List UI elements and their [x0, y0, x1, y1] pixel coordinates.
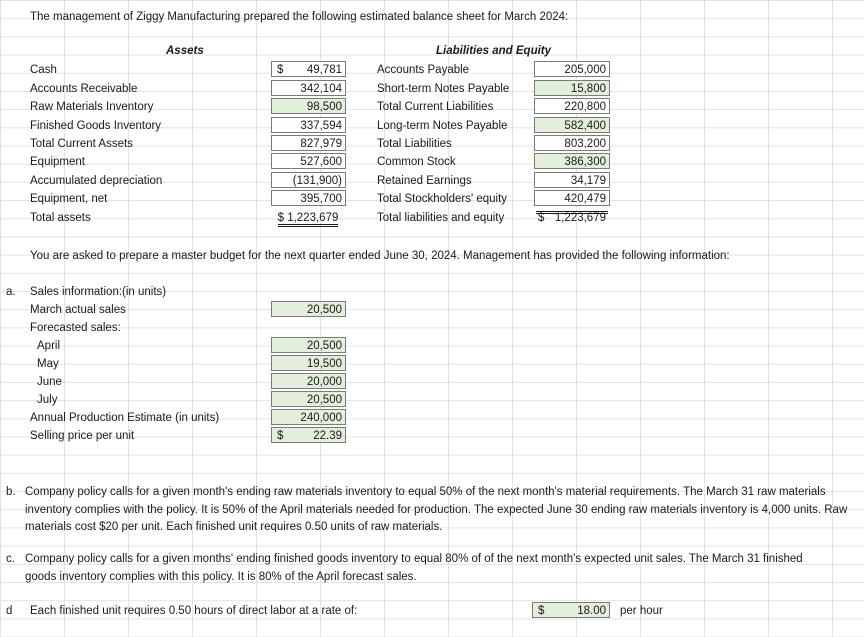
selling-price-value[interactable]: $ 22.39 — [271, 427, 346, 443]
liab-label-tle: Total liabilities and equity — [377, 212, 505, 224]
labor-rate-value[interactable]: $ 18.00 — [532, 602, 610, 618]
asset-value-accdep[interactable]: (131,900) — [271, 172, 346, 188]
liab-label-re: Retained Earnings — [377, 175, 472, 187]
asset-label-total: Total assets — [30, 212, 91, 224]
section-d-letter: d — [6, 605, 13, 617]
liab-value-tl[interactable]: 803,200 — [534, 135, 610, 151]
dollar-sign: $ — [538, 212, 545, 224]
section-c-letter: c. — [6, 553, 15, 565]
march-sales-value[interactable]: 20,500 — [271, 301, 346, 317]
asset-label-equip: Equipment — [30, 156, 85, 168]
month-value-april[interactable]: 20,500 — [271, 337, 346, 353]
asset-value-equipnet[interactable]: 395,700 — [271, 190, 346, 206]
section-b-letter: b. — [6, 486, 16, 498]
asset-label-fg: Finished Goods Inventory — [30, 120, 162, 132]
asset-value-cash[interactable]: $ 49,781 — [271, 61, 346, 77]
liab-label-cs: Common Stock — [377, 156, 456, 168]
assets-heading: Assets — [166, 45, 204, 57]
asset-value-raw[interactable]: 98,500 — [271, 98, 346, 114]
asset-value-total[interactable]: $ 1,223,679 — [278, 212, 339, 227]
month-label-may: May — [37, 358, 59, 370]
annual-production-label: Annual Production Estimate (in units) — [30, 412, 220, 424]
section-c-text: Company policy calls for a given months' ending finished goods inventory to equal 80% of of the next month's expected unit sales. The March 31 finished goods inventory complies with this policy. It is 80% of the April forecast sales. — [25, 553, 803, 583]
liabilities-heading: Liabilities and Equity — [436, 45, 552, 57]
liab-label-tcl: Total Current Liabilities — [377, 101, 494, 113]
liab-value-re[interactable]: 34,179 — [534, 172, 610, 188]
liab-value-tle[interactable]: $ 1,223,679 — [538, 212, 606, 224]
asset-label-equipnet: Equipment, net — [30, 193, 108, 205]
asset-label-raw: Raw Materials Inventory — [30, 101, 154, 113]
liab-value-ap[interactable]: 205,000 — [534, 61, 610, 77]
month-value-july[interactable]: 20,500 — [271, 391, 346, 407]
asset-label-tca: Total Current Assets — [30, 138, 133, 150]
annual-production-value[interactable]: 240,000 — [271, 409, 346, 425]
asset-label-ar: Accounts Receivable — [30, 83, 138, 95]
section-a-letter: a. — [6, 286, 16, 298]
selling-price-label: Selling price per unit — [30, 430, 135, 442]
section-d-text: Each finished unit requires 0.50 hours of direct labor at a rate of: — [30, 605, 358, 617]
march-sales-label: March actual sales — [30, 304, 126, 316]
liab-label-tl: Total Liabilities — [377, 138, 452, 150]
liab-label-stnp: Short-term Notes Payable — [377, 83, 510, 95]
forecast-label: Forecasted sales: — [30, 322, 121, 334]
intro-text: The management of Ziggy Manufacturing prepared the following estimated balance sheet for March 2024: — [30, 11, 569, 23]
liab-label-ltnp: Long-term Notes Payable — [377, 120, 508, 132]
dollar-sign: $ — [277, 430, 284, 442]
liab-value-cs[interactable]: 386,300 — [534, 153, 610, 169]
sales-info-heading: Sales information:(in units) — [30, 286, 167, 298]
month-label-june: June — [37, 376, 62, 388]
liab-label-ap: Accounts Payable — [377, 64, 470, 76]
asset-value-tca[interactable]: 827,979 — [271, 135, 346, 151]
section-b-text: Company policy calls for a given month's ending raw materials inventory to equal 50% of the next month's material requirements. The March 31 raw materials inventory complies with the policy. It is 50% of the April materials needed for production. The expected June 30 ending raw materials inventory is 4,000 units. Raw materials cost $20 per unit. Each finished unit requires 0.50 units of raw materials. — [25, 486, 848, 532]
month-label-july: July — [37, 394, 58, 406]
asset-value-equip[interactable]: 527,600 — [271, 153, 346, 169]
labor-rate-unit: per hour — [620, 605, 663, 617]
month-value-may[interactable]: 19,500 — [271, 355, 346, 371]
dollar-sign: $ — [277, 64, 284, 76]
liab-label-tse: Total Stockholders' equity — [377, 193, 508, 205]
task-text: You are asked to prepare a master budget for the next quarter ended June 30, 2024. Management has provided the following information: — [30, 250, 730, 262]
asset-value-ar[interactable]: 342,104 — [271, 80, 346, 96]
month-value-june[interactable]: 20,000 — [271, 373, 346, 389]
liab-value-tse[interactable]: 420,479 — [534, 190, 610, 206]
liab-value-ltnp[interactable]: 582,400 — [534, 117, 610, 133]
liab-value-stnp[interactable]: 15,800 — [534, 80, 610, 96]
dollar-sign: $ — [538, 605, 545, 617]
liab-value-tcl[interactable]: 220,800 — [534, 98, 610, 114]
month-label-april: April — [37, 340, 61, 352]
asset-label-cash: Cash — [30, 64, 57, 76]
asset-value-fg[interactable]: 337,594 — [271, 117, 346, 133]
asset-label-accdep: Accumulated depreciation — [30, 175, 163, 187]
